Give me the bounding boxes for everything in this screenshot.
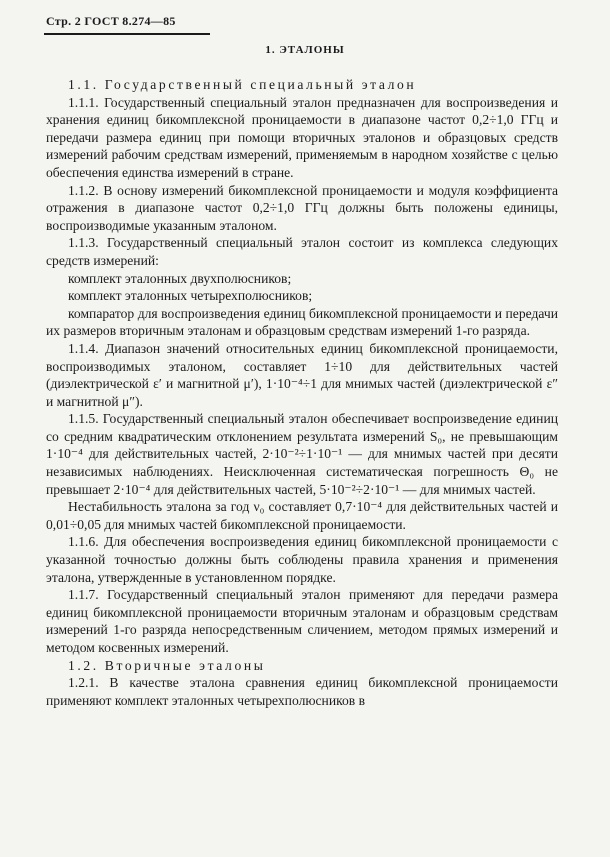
list-item-two-terminal: комплект эталонных двухполюсников; [68, 270, 292, 286]
list-item-comparator: компаратор для воспроизведения единиц бикомплексной проницаемости и передачи их размеров вторичным эталонам и образцовым средствам измерений 1-го разряда. [46, 305, 558, 339]
paragraph-1-1-2: 1.1.2. В основу измерений бикомплексной проницаемости и модуля коэффициента отражения в диапазоне частот 0,2÷1,0 ГГц должны быть положены единицы, воспроизводимые указанным эталоном. [46, 182, 558, 233]
paragraph-1-1-3: 1.1.3. Государственный специальный эталон состоит из комплекса следующих средств измерений: [46, 235, 558, 268]
header-rule [44, 33, 210, 35]
document-body [46, 76, 558, 709]
page-header: Стр. 2 ГОСТ 8.274—85 [46, 14, 176, 28]
paragraph-instability: Нестабильность эталона за год ν₀ составляет 0,7·10⁻⁴ для действительных частей и 0,01÷0,05 для мнимых частей бикомплексной проницаемости. [46, 499, 558, 532]
list-item-four-terminal: комплект эталонных четырехполюсников; [68, 288, 313, 304]
section-title: 1. ЭТАЛОНЫ [265, 44, 345, 56]
paragraph-1-1-1: 1.1.1. Государственный специальный эталон предназначен для воспроизведения и хранения единиц бикомплексной проницаемости в диапазоне частот 0,2÷1,0 ГГц и передачи размера единиц при помощи вторичных эталонов и образцовых средств измерений рабочим средствам измерений, применяемым в народном хозяйстве с целью обеспечения единства измерений в стране. [46, 94, 558, 180]
paragraph-1-1-5: 1.1.5. Государственный специальный эталон обеспечивает воспроизведение единиц со средним квадратическим отклонением результата измерений S₀, не превышающим 1·10⁻⁴ для действительных частей, 2·10⁻²÷1·10⁻¹ — для мнимых частей при десяти независимых наблюдениях. Неисключенная систематическая погрешность Θ₀ не превышает 2·10⁻⁴ для действительных частей, 5·10⁻²÷2·10⁻¹ — для мнимых частей. [46, 411, 558, 497]
subsection-heading-1-1: 1.1. Государственный специальный эталон [68, 77, 417, 92]
paragraph-1-1-7: 1.1.7. Государственный специальный эталон применяют для передачи размера единиц бикомплексной проницаемости вторичным эталонам и образцовым средствам измерений 1-го разряда непосредственным сличением, методом прямых измерений и методом косвенных измерений. [46, 587, 558, 655]
paragraph-1-1-4: 1.1.4. Диапазон значений относительных единиц бикомплексной проницаемости, воспроизводимых эталоном, составляет 1÷10 для действительных частей (диэлектрической ε′ и магнитной μ′), 1·10⁻⁴÷1 для мнимых частей (диэлектрической ε″ и магнитной μ″). [46, 340, 558, 409]
paragraph-1-1-6: 1.1.6. Для обеспечения воспроизведения единиц бикомплексной проницаемости с указанной точностью должны быть соблюдены правила хранения и применения эталона, утвержденные в установленном порядке. [46, 534, 558, 585]
subsection-heading-1-2: 1.2. Вторичные эталоны [68, 657, 266, 673]
paragraph-1-2-1: 1.2.1. В качестве эталона сравнения единиц бикомплексной проницаемости применяют комплект эталонных четырехполюсников в [46, 675, 558, 708]
